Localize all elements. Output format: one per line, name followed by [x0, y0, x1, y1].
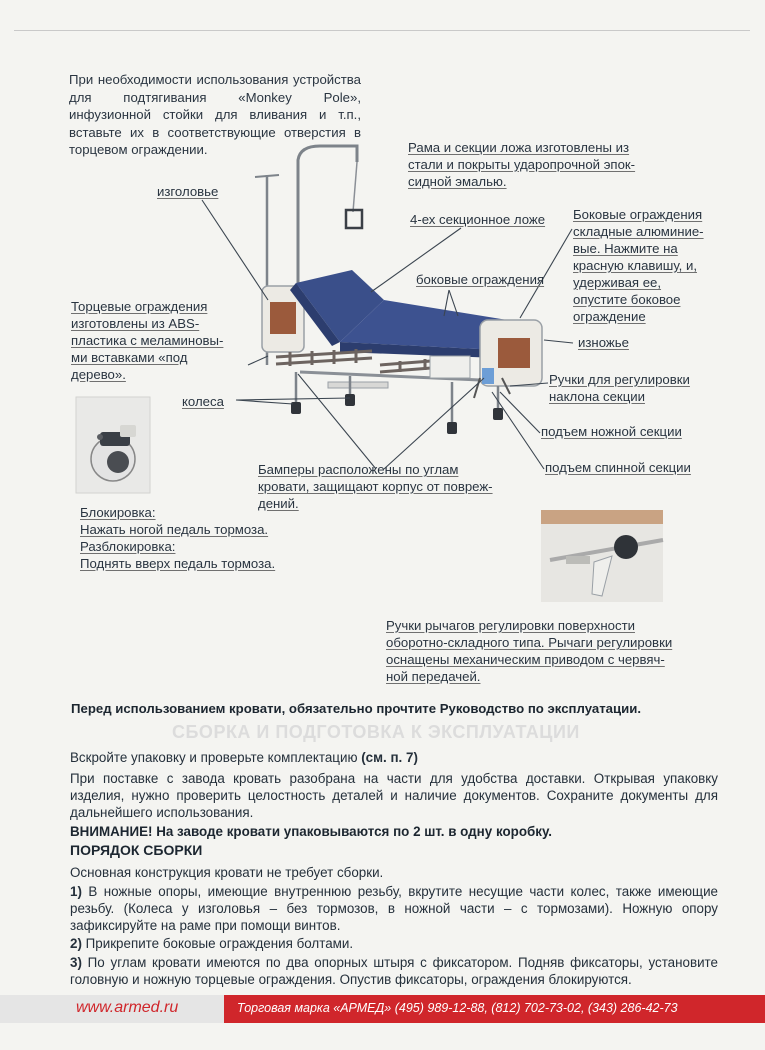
side-fold-line: ограждение: [573, 309, 646, 324]
foot-lift-label-text: подъем ножной секции: [541, 424, 682, 439]
side-fold-line: красную клавишу, и,: [573, 258, 697, 273]
bumpers-line: кровати, защищают корпус от повреж-: [258, 479, 493, 494]
tilt-handles-line: наклона секции: [549, 389, 645, 404]
brake-lock-line: Поднять вверх педаль тормоза.: [80, 556, 276, 571]
frame-note-line: стали и покрыты ударопрочной эпок-: [408, 157, 636, 172]
brake-lock-line: Разблокировка:: [80, 539, 176, 554]
side-fold-line: удерживая ее,: [573, 275, 662, 290]
side-fold-line: опустите боковое: [573, 292, 681, 307]
step-1-text: В ножные опоры, имеющие внутреннюю резьбу, вкрутите несущие части колес, также имеющие резьбу. (Колеса у изголовья – без тормозов, в ножной части – с тормозами). Ножную опору зафиксируйте на раме при помощи винтов.: [70, 884, 718, 933]
end-rails-line: ми вставками «под: [71, 350, 188, 365]
bumpers-line: дений.: [258, 496, 299, 511]
paragraph-unpack: [70, 749, 718, 766]
brake-lock-line: Блокировка:: [80, 505, 156, 520]
paragraph-no-assembly: Основная конструкция кровати не требует сборки.: [70, 865, 384, 880]
step-1: [70, 883, 718, 934]
back-lift-label: [545, 459, 691, 476]
levers-line: ной передачей.: [386, 669, 481, 684]
headboard-label-text: изголовье: [157, 184, 219, 199]
monkey-pole-note: При необходимости использования устройства для подтягивания «Monkey Pole», инфузионной стойки для вливания и т.п., вставьте их в соответствующие отверстия в торцевом ограждении.: [69, 72, 361, 157]
step-3: [70, 954, 718, 988]
sections-label-text: 4-ех секционное ложе: [410, 212, 546, 227]
sections-label: [410, 211, 545, 228]
wheels-label-text: колеса: [182, 394, 224, 409]
footboard-label-text: изножье: [578, 335, 629, 350]
step-1-number: 1): [70, 884, 82, 899]
levers-note: [386, 617, 716, 685]
side-fold-line: складные алюминие-: [573, 224, 704, 239]
levers-line: Ручки рычагов регулировки поверхности: [386, 618, 635, 633]
levers-line: оборотно-складного типа. Рычаги регулировки: [386, 635, 673, 650]
step-2: [70, 935, 718, 952]
tilt-handles-line: Ручки для регулировки: [549, 372, 690, 387]
wheels-label: [182, 393, 224, 410]
assembly-heading: ПОРЯДОК СБОРКИ: [70, 842, 203, 858]
paragraph-unpack-text: Вскройте упаковку и проверьте комплектацию: [70, 750, 362, 765]
brake-lock-note: [80, 504, 320, 572]
section-title: СБОРКА И ПОДГОТОВКА К ЭКСПЛУАТАЦИИ: [172, 722, 580, 742]
end-rails-note: [71, 298, 251, 383]
frame-note-line: Рама и секции ложа изготовлены из: [408, 140, 630, 155]
end-rails-line: Торцевые ограждения: [71, 299, 208, 314]
step-3-text: По углам кровати имеются по два опорных штыря с фиксатором. Подняв фиксаторы, установите головную и ножную торцевые ограждения. Опустив фиксаторы, ограждения блокируются.: [70, 955, 718, 987]
back-lift-label-text: подъем спинной секции: [545, 460, 691, 475]
frame-note-line: сидной эмалью.: [408, 174, 507, 189]
website-link[interactable]: www.armed.ru: [76, 999, 179, 1016]
end-rails-line: изготовлены из ABS-: [71, 316, 200, 331]
bumpers-line: Бамперы расположены по углам: [258, 462, 459, 477]
attention-label: ВНИМАНИЕ!: [70, 824, 153, 839]
side-fold-line: Боковые ограждения: [573, 207, 703, 222]
footer-bar: [0, 995, 765, 1023]
attention-text: На заводе кровати упаковываются по 2 шт. в одну коробку.: [152, 824, 552, 839]
side-fold-line: вые. Нажмите на: [573, 241, 678, 256]
foot-lift-label: [541, 423, 682, 440]
footboard-label: [578, 334, 629, 351]
paragraph-delivery: При поставке с завода кровать разобрана на части для удобства доставки. Открывая упаковку изделия, нужно проверить целостность деталей и наличие документов. Сохраните документы для дальнейшего использования.: [70, 771, 718, 820]
read-manual-warning: Перед использованием кровати, обязательно прочтите Руководство по эксплуатации.: [71, 701, 641, 716]
end-rails-line: пластика с меламиновы-: [71, 333, 224, 348]
frame-note: [408, 139, 668, 190]
step-2-number: 2): [70, 936, 82, 951]
levers-line: оснащены механическим приводом с червяч-: [386, 652, 665, 667]
footer-contacts: Торговая марка «АРМЕД» (495) 989-12-88, (812) 702-73-02, (343) 286-42-73: [237, 1001, 678, 1015]
brake-lock-line: Нажать ногой педаль тормоза.: [80, 522, 269, 537]
tilt-handles-note: [549, 371, 719, 405]
paragraph-attention: [70, 823, 718, 840]
paragraph-unpack-ref: (см. п. 7): [361, 750, 418, 765]
step-2-text: Прикрепите боковые ограждения болтами.: [81, 936, 354, 951]
step-3-number: 3): [70, 955, 82, 970]
side-rails-label-text: боковые ограждения: [416, 272, 545, 287]
headboard-label: [157, 183, 218, 200]
side-rails-fold-note: [573, 206, 743, 325]
side-rails-label: [416, 271, 544, 288]
end-rails-line: дерево».: [71, 367, 126, 382]
